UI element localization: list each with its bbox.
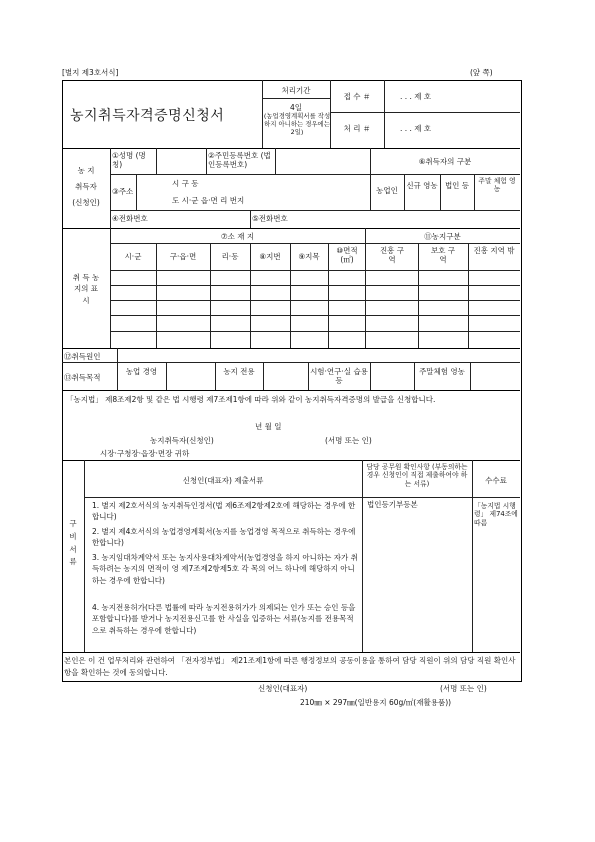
applicant-label-3: (신청인) xyxy=(72,198,100,207)
purpose-conversion: 농지 전용 xyxy=(223,367,255,376)
process-label: 처 리 ＃ xyxy=(343,124,371,133)
farmer-label: 농업인 xyxy=(376,186,398,195)
page-side-label: (앞 쪽) xyxy=(470,68,493,77)
applicant-label-2: 취득자 xyxy=(75,182,97,191)
col-lot: ⑧지번 xyxy=(259,252,281,261)
purpose-weekend: 주말체험 영농 xyxy=(419,367,465,376)
location-label: ⑦소 재 지 xyxy=(220,232,255,241)
receipt-value: . . . 제 호 xyxy=(400,92,432,101)
col-area: ⑩면적 (㎡) xyxy=(336,246,358,265)
col-ri: 리·동 xyxy=(221,252,239,261)
fee-text: 「농지법 시행령」 제74조에 따름 xyxy=(474,502,518,527)
period-value: 4일 xyxy=(289,103,303,112)
land-section-label: 취 득 농지의 표 시 xyxy=(72,273,100,305)
document-item-2: 2. 별지 제4호서식의 농업경영계획서(농지를 농업경영 목적으로 취득하는 경우에 한합니다) xyxy=(92,527,356,548)
consent-sign-note: (서명 또는 인) xyxy=(440,684,487,693)
col-zone-3: 진흥 지역 밖 xyxy=(473,246,515,255)
form-frame xyxy=(62,80,522,682)
address-line-2: 도 시·군 읍·면 리 번지 xyxy=(172,196,245,205)
paper-spec: 210㎜ × 297㎜(일반용지 60g/㎡(재활용품)) xyxy=(300,698,452,707)
weekend-farm-label: 주말 체험 영농 xyxy=(478,177,516,194)
col-type: ⑨지목 xyxy=(298,252,320,261)
consent-text: 본인은 이 건 업무처리와 관련하여 「전자정부법」 제21조제1항에 따른 행정정보의 공동이용을 통하여 담당 직원이 위의 담당 직원 확인사항을 확인하는 것에 동의합니다. xyxy=(64,656,516,677)
declaration-sign-note: (서명 또는 인) xyxy=(325,436,372,445)
address-label: ③주소 xyxy=(112,187,134,196)
document-item-1: 1. 별지 제2호서식의 농지취득인정서(법 제6조제2항제2호에 해당하는 경우에 한합니다) xyxy=(92,501,356,522)
officer-check-item: 법인등기부등본 xyxy=(367,500,418,509)
address-line-1: 시 구 동 xyxy=(172,179,199,188)
document-item-4: 4. 농지전용허가(다른 법률에 따라 농지전용허가가 의제되는 인가 또는 승인 등을 포함합니다)를 받거나 농지전용신고를 한 사실을 입증하는 서류(농지를 전용목적으로 취득하는 경우에 한합니다) xyxy=(92,603,356,635)
purpose-research: 시험·연구·실 습용 등 xyxy=(310,367,368,386)
corporation-label: 법인 등 xyxy=(444,181,470,190)
documents-col-officer: 담당 공무원 확인사항 (부동의하는 경우 신청인이 직접 제출하여야 하는 서류) xyxy=(366,463,468,488)
phone2-label: ⑤전화번호 xyxy=(252,214,288,223)
name-label: ①성명 (명칭) xyxy=(112,151,146,170)
process-value: . . . 제 호 xyxy=(400,124,432,133)
col-eup: 구·읍·면 xyxy=(169,252,197,261)
documents-col-applicant: 신청인(대표자) 제출서류 xyxy=(182,476,264,485)
documents-col-fee: 수수료 xyxy=(485,476,507,485)
new-farm-label: 신규 영농 xyxy=(406,181,438,190)
documents-section-label: 구 비 서 류 xyxy=(69,519,77,567)
reason-label: ⑫취득원인 xyxy=(64,352,101,361)
form-title: 농지취득자격증명신청서 xyxy=(70,108,225,124)
col-zone-2: 보호 구역 xyxy=(430,246,456,265)
col-si: 시·군 xyxy=(124,252,142,261)
col-zone-1: 진흥 구역 xyxy=(379,246,405,265)
form-number: [별지 제3호서식] xyxy=(62,68,119,77)
purpose-farming: 농업 경영 xyxy=(125,367,158,376)
declaration-recipient: 시장·구청장·읍장·면장 귀하 xyxy=(100,449,190,458)
document-item-3: 3. 농지임대차계약서 또는 농지사용대차계약서(농업경영을 하지 아니하는 자가 취득하려는 농지의 면적이 영 제7조제2항제5호 각 목의 어느 하나에 해당하지 아니하는 경우에 한합니다) xyxy=(92,553,358,585)
declaration-date: 년 월 일 xyxy=(255,422,282,431)
id-label: ②주민등록번호 (법인등록번호) xyxy=(208,151,271,170)
phone-label: ④전화번호 xyxy=(112,214,148,223)
zone-label: ⑪농지구분 xyxy=(424,232,461,241)
declaration-signer: 농지취득자(신청인) xyxy=(150,436,214,445)
type-label: ⑥취득자의 구분 xyxy=(418,157,472,166)
consent-signer: 신청인(대표자) xyxy=(258,684,308,693)
applicant-label-1: 농 지 xyxy=(77,166,95,175)
declaration-text: 「농지법」 제8조제2항 및 같은 법 시행령 제7조제1항에 따라 위와 같이 농지취득자격증명의 발급을 신청합니다. xyxy=(66,395,436,404)
purpose-label: ⑬취득목적 xyxy=(64,373,101,382)
period-note: (농업경영계획서를 작성하지 아니하는 경우에는 2일) xyxy=(263,112,331,136)
period-label: 처리기간 xyxy=(281,86,311,95)
receipt-label: 접 수 ＃ xyxy=(343,92,371,101)
